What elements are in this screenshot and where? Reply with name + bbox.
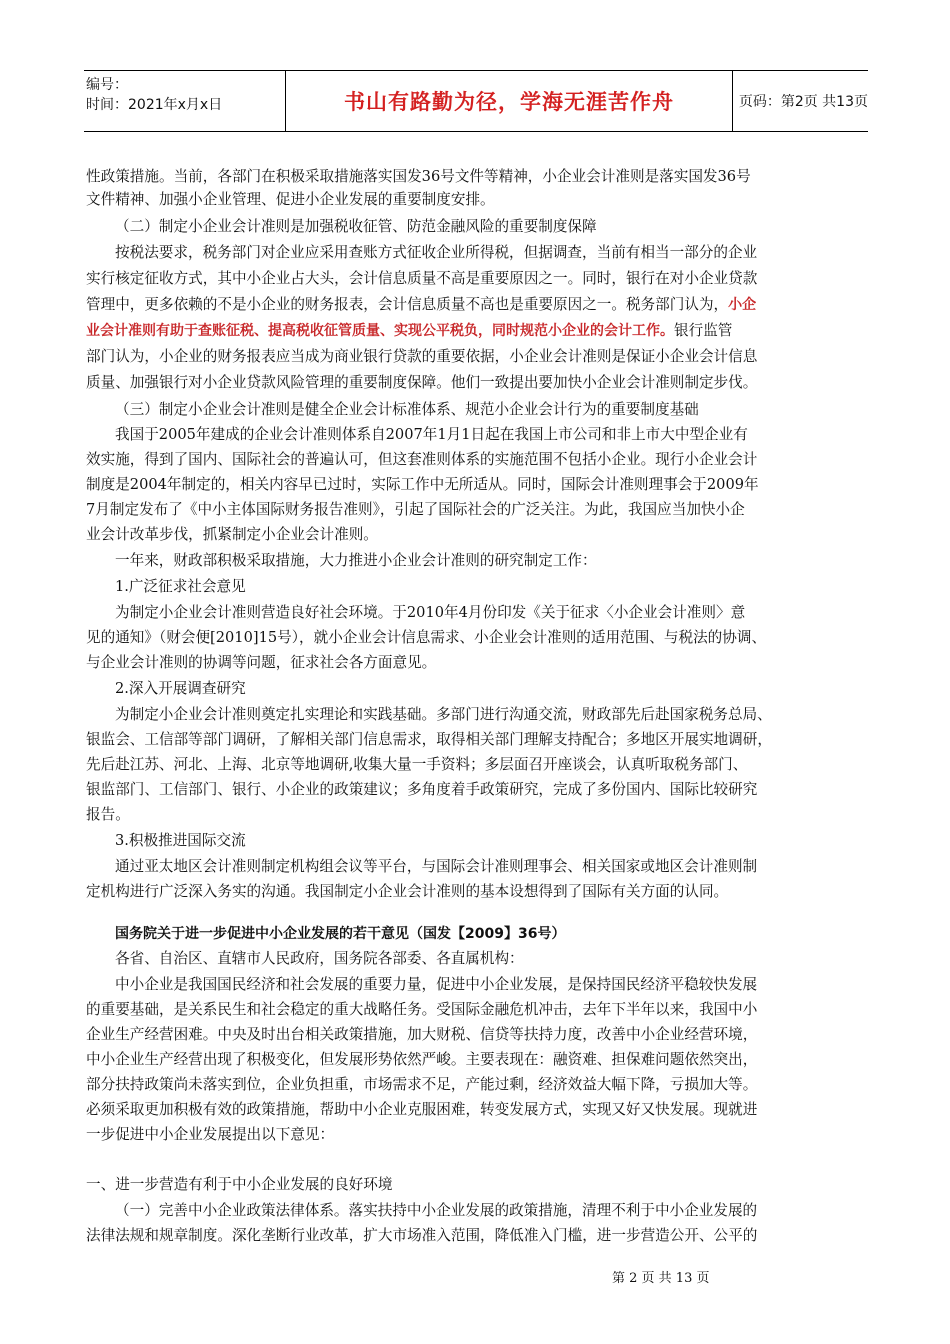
body-line: 与企业会计准则的协调等问题，征求社会各方面意见。 (86, 654, 437, 671)
body-line: 文件精神、加强小企业管理、促进小企业发展的重要制度安排。 (86, 191, 495, 208)
body-line (86, 294, 756, 316)
body-line: 先后赴江苏、河北、上海、北京等地调研,收集大量一手资料；多层面召开座谈会，认真听取税务部门、 (86, 756, 748, 773)
body-line: 为制定小企业会计准则奠定扎实理论和实践基础。多部门进行沟通交流，财政部先后赴国家税务总局、 (115, 706, 772, 723)
body-line: 我国于2005年建成的企业会计准则体系自2007年1月1日起在我国上市公司和非上市大中型企业有 (115, 426, 748, 443)
section-heading: （二）制定小企业会计准则是加强税收征管、防范金融风险的重要制度保障 (115, 218, 597, 235)
body-line: 报告。 (86, 806, 130, 823)
body-line: 必须采取更加积极有效的政策措施，帮助中小企业克服困难，转变发展方式，实现又好又快发展。现就进 (86, 1101, 758, 1118)
page-footer: 第 2 页 共 13 页 (612, 1271, 710, 1286)
section-heading: （三）制定小企业会计准则是健全企业会计标准体系、规范小企业会计行为的重要制度基础 (115, 401, 699, 418)
body-line: 银监会、工信部等部门调研，了解相关部门信息需求，取得相关部门理解支持配合；多地区开展实地调研， (86, 731, 772, 748)
body-line: （一）完善中小企业政策法律体系。落实扶持中小企业发展的政策措施，清理不利于中小企业发展的 (115, 1202, 758, 1219)
subsection-heading: 3.积极推进国际交流 (115, 832, 246, 849)
body-line: 7月制定发布了《中小主体国际财务报告准则》，引起了国际社会的广泛关注。为此，我国应当加快小企 (86, 501, 745, 518)
chapter-heading: 一、进一步营造有利于中小企业发展的良好环境 (86, 1176, 393, 1193)
body-line: 定机构进行广泛深入务实的沟通。我国制定小企业会计准则的基本设想得到了国际有关方面的认同。 (86, 883, 729, 900)
highlighted-text: 业会计准则有助于查账征税、提高税收征管质量、实现公平税负，同时规范小企业的会计工作。 (86, 323, 674, 339)
body-line: 为制定小企业会计准则营造良好社会环境。于2010年4月份印发《关于征求〈小企业会计准则〉意 (115, 604, 746, 621)
body-line: 质量、加强银行对小企业贷款风险管理的重要制度保障。他们一致提出要加快小企业会计准则制定步伐。 (86, 374, 758, 391)
body-line: 业会计改革步伐，抓紧制定小企业会计准则。 (86, 526, 378, 543)
body-line: 按税法要求，税务部门对企业应采用查账方式征收企业所得税，但据调查，当前有相当一部分的企业 (115, 244, 758, 261)
document-date-label: 时间：2021年x月x日 (86, 97, 223, 113)
body-line: 通过亚太地区会计准则制定机构组会议等平台，与国际会计准则理事会、相关国家或地区会计准则制 (115, 858, 758, 875)
body-line: 制度是2004年制定的，相关内容早已过时，实际工作中无所适从。同时，国际会计准则理事会于2009年 (86, 476, 759, 493)
body-line: 效实施，得到了国内、国际社会的普遍认可，但这套准则体系的实施范围不包括小企业。现行小企业会计 (86, 451, 758, 468)
subsection-heading: 2.深入开展调查研究 (115, 680, 246, 697)
body-line: 见的通知》（财会便[2010]15号），就小企业会计信息需求、小企业会计准则的适用范围、与税法的协调、 (86, 629, 767, 646)
body-line: 中小企业是我国国民经济和社会发展的重要力量，促进中小企业发展，是保持国民经济平稳较快发展 (115, 976, 758, 993)
body-text: 银行监管 (674, 322, 733, 339)
body-line: 部分扶持政策尚未落实到位，企业负担重，市场需求不足，产能过剩，经济效益大幅下降，亏损加大等。 (86, 1076, 758, 1093)
page-header (84, 70, 868, 132)
header-page-number: 页码：第2页 共13页 (738, 94, 868, 110)
body-line: 一步促进中小企业发展提出以下意见： (86, 1126, 335, 1143)
subsection-heading: 1.广泛征求社会意见 (115, 578, 246, 595)
document-title: 国务院关于进一步促进中小企业发展的若干意见（国发【2009】36号） (115, 926, 566, 942)
header-meta (84, 71, 286, 131)
salutation: 各省、自治区、直辖市人民政府，国务院各部委、各直属机构： (115, 950, 524, 967)
body-line: 中小企业生产经营出现了积极变化，但发展形势依然严峻。主要表现在：融资难、担保难问题依然突出， (86, 1051, 758, 1068)
body-line: 企业生产经营困难。中央及时出台相关政策措施，加大财税、信贷等扶持力度，改善中小企业经营环境， (86, 1026, 758, 1043)
highlighted-text: 小企 (728, 297, 757, 313)
body-line: 实行核定征收方式，其中小企业占大头，会计信息质量不高是重要原因之一。同时，银行在对小企业贷款 (86, 270, 758, 287)
body-line: 法律法规和规章制度。深化垄断行业改革，扩大市场准入范围，降低准入门槛，进一步营造公开、公平的 (86, 1227, 758, 1244)
body-line: 一年来，财政部积极采取措施，大力推进小企业会计准则的研究制定工作： (115, 552, 597, 569)
document-number-label: 编号： (86, 77, 128, 93)
body-text: 管理中，更多依赖的不是小企业的财务报表，会计信息质量不高也是重要原因之一。税务部门认为， (86, 296, 729, 313)
body-line: 的重要基础，是关系民生和社会稳定的重大战略任务。受国际金融危机冲击，去年下半年以来，我国中小 (86, 1001, 758, 1018)
body-line: 银监部门、工信部门、银行、小企业的政策建议；多角度着手政策研究，完成了多份国内、国际比较研究 (86, 781, 758, 798)
body-line: 性政策措施。当前，各部门在积极采取措施落实国发36号文件等精神，小企业会计准则是落实国发36号 (86, 168, 751, 185)
header-motto: 书山有路勤为径，学海无涯苦作舟 (286, 71, 733, 131)
body-line (86, 320, 732, 342)
body-line: 部门认为，小企业的财务报表应当成为商业银行贷款的重要依据，小企业会计准则是保证小企业会计信息 (86, 348, 758, 365)
